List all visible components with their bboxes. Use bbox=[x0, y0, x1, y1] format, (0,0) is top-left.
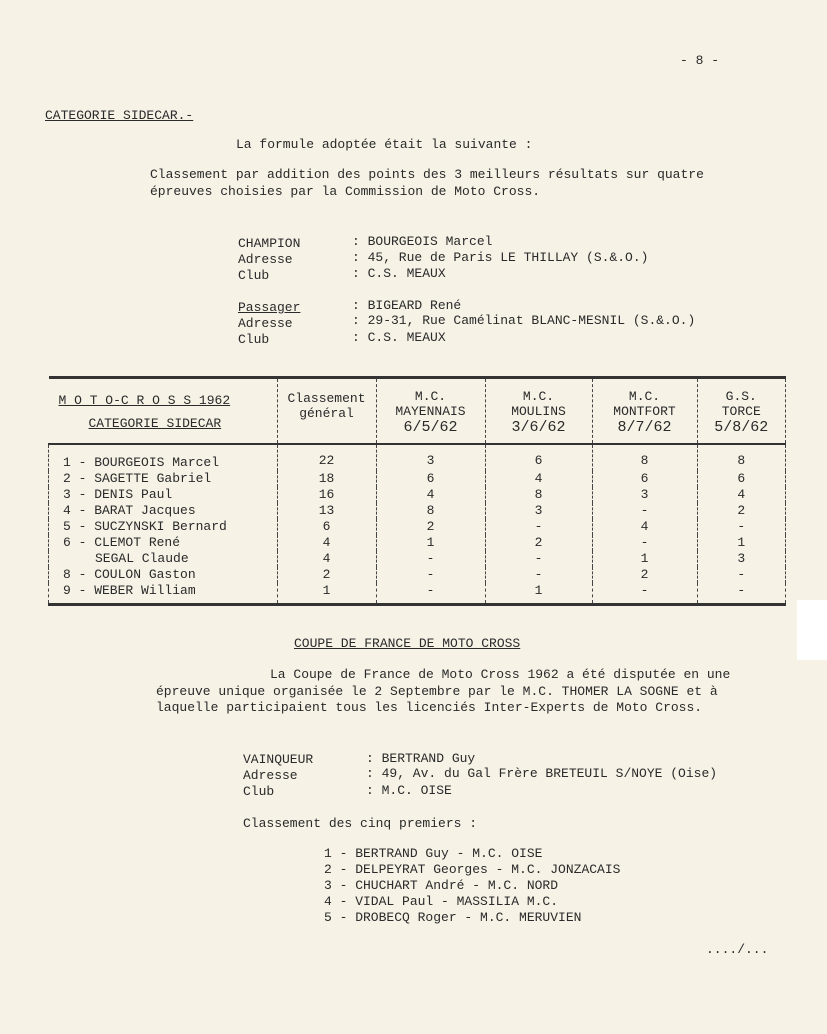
row-total: 1 bbox=[277, 583, 376, 605]
row-mayennais: 4 bbox=[376, 487, 485, 503]
champion-address-label: Adresse bbox=[238, 252, 293, 267]
row-total: 2 bbox=[277, 567, 376, 583]
winner-label: VAINQUEUR bbox=[243, 752, 314, 767]
header-moulins-l1: M.C. bbox=[522, 389, 555, 404]
header-torce bbox=[697, 378, 786, 445]
row-moulins: - bbox=[485, 551, 592, 567]
row-mayennais: - bbox=[376, 567, 485, 583]
intro-line: La formule adoptée était la suivante : bbox=[236, 137, 533, 152]
row-montfort: 2 bbox=[592, 567, 697, 583]
header-montfort-l2: MONTFORT bbox=[613, 404, 676, 419]
champion-club-label: Club bbox=[238, 268, 270, 283]
row-montfort: 6 bbox=[592, 471, 697, 487]
ranking-item: 2 - DELPEYRAT Georges - M.C. JONZACAIS bbox=[324, 862, 621, 877]
row-rank: 2 - SAGETTE Gabriel bbox=[49, 471, 278, 487]
row-torce: 1 bbox=[697, 535, 786, 551]
row-torce: - bbox=[697, 583, 786, 605]
header-mayennais-l3: 6/5/62 bbox=[403, 419, 458, 436]
row-rank: 3 - DENIS Paul bbox=[49, 487, 278, 503]
winner-address: : 49, Av. du Gal Frère BRETEUIL S/NOYE (Oise) bbox=[366, 766, 718, 781]
passenger-name: : BIGEARD René bbox=[352, 298, 462, 313]
row-moulins: 2 bbox=[485, 535, 592, 551]
row-total: 4 bbox=[277, 535, 376, 551]
row-torce: 3 bbox=[697, 551, 786, 567]
winner-address-label: Adresse bbox=[243, 768, 298, 783]
header-classement-l1: Classement bbox=[287, 391, 366, 406]
table-header-row bbox=[49, 378, 786, 445]
table-row bbox=[49, 519, 786, 535]
row-torce: 4 bbox=[697, 487, 786, 503]
ranking-item: 3 - CHUCHART André - M.C. NORD bbox=[324, 878, 559, 893]
formula-line-1: Classement par addition des points des 3 meilleurs résultats sur quatre bbox=[150, 167, 704, 182]
coupe-title: COUPE DE FRANCE DE MOTO CROSS bbox=[294, 636, 521, 651]
row-total: 13 bbox=[277, 503, 376, 519]
row-rank: 4 - BARAT Jacques bbox=[49, 503, 278, 519]
coupe-paragraph-line-3: laquelle participaient tous les licenciés Inter-Experts de Moto Cross. bbox=[156, 700, 703, 715]
table-row bbox=[49, 503, 786, 519]
champion-address: : 45, Rue de Paris LE THILLAY (S.&.O.) bbox=[352, 250, 649, 265]
table-title-line-1: M O T O-C R O S S 1962 bbox=[58, 393, 231, 408]
row-rank: SEGAL Claude bbox=[49, 551, 278, 567]
row-moulins: 6 bbox=[485, 444, 592, 471]
winner-name: : BERTRAND Guy bbox=[366, 751, 476, 766]
passenger-address: : 29-31, Rue Camélinat BLANC-MESNIL (S.&.O.) bbox=[352, 313, 696, 328]
table-row bbox=[49, 471, 786, 487]
row-montfort: 4 bbox=[592, 519, 697, 535]
coupe-paragraph-line-2: épreuve unique organisée le 2 Septembre par le M.C. THOMER LA SOGNE et à bbox=[156, 684, 718, 699]
row-rank: 5 - SUCZYNSKI Bernard bbox=[49, 519, 278, 535]
row-torce: - bbox=[697, 519, 786, 535]
header-montfort-l1: M.C. bbox=[628, 389, 661, 404]
row-torce: 8 bbox=[697, 444, 786, 471]
row-montfort: 3 bbox=[592, 487, 697, 503]
table-title-line-2: CATEGORIE SIDECAR bbox=[88, 416, 222, 431]
winner-club: : M.C. OISE bbox=[366, 783, 452, 798]
coupe-paragraph-line-1: La Coupe de France de Moto Cross 1962 a été disputée en une bbox=[270, 667, 731, 682]
row-moulins: 8 bbox=[485, 487, 592, 503]
row-moulins: - bbox=[485, 567, 592, 583]
row-total: 6 bbox=[277, 519, 376, 535]
table-row bbox=[49, 487, 786, 503]
continuation-mark: ..../... bbox=[706, 942, 769, 957]
table-row bbox=[49, 535, 786, 551]
row-montfort: - bbox=[592, 583, 697, 605]
row-rank: 1 - BOURGEOIS Marcel bbox=[49, 444, 278, 471]
row-mayennais: 1 bbox=[376, 535, 485, 551]
header-torce-l2: TORCE bbox=[721, 404, 761, 419]
row-montfort: - bbox=[592, 503, 697, 519]
row-montfort: 1 bbox=[592, 551, 697, 567]
formula-line-2: épreuves choisies par la Commission de Moto Cross. bbox=[150, 184, 541, 199]
row-torce: 2 bbox=[697, 503, 786, 519]
table-row bbox=[49, 583, 786, 605]
header-moulins-l3: 3/6/62 bbox=[511, 419, 566, 436]
row-montfort: 8 bbox=[592, 444, 697, 471]
table-title-cell bbox=[49, 378, 278, 445]
row-torce: 6 bbox=[697, 471, 786, 487]
row-moulins: 4 bbox=[485, 471, 592, 487]
header-mayennais bbox=[376, 378, 485, 445]
ranking-item: 4 - VIDAL Paul - MASSILIA M.C. bbox=[324, 894, 559, 909]
ranking-item: 5 - DROBECQ Roger - M.C. MERUVIEN bbox=[324, 910, 582, 925]
row-mayennais: 3 bbox=[376, 444, 485, 471]
passenger-address-label: Adresse bbox=[238, 316, 293, 331]
row-total: 22 bbox=[277, 444, 376, 471]
winner-club-label: Club bbox=[243, 784, 275, 799]
header-montfort-l3: 8/7/62 bbox=[617, 419, 672, 436]
header-torce-l3: 5/8/62 bbox=[714, 419, 769, 436]
passenger-club: : C.S. MEAUX bbox=[352, 330, 446, 345]
header-mayennais-l1: M.C. bbox=[414, 389, 447, 404]
row-mayennais: - bbox=[376, 583, 485, 605]
page-number: - 8 - bbox=[680, 53, 720, 68]
header-moulins-l2: MOULINS bbox=[511, 404, 566, 419]
row-torce: - bbox=[697, 567, 786, 583]
row-mayennais: 8 bbox=[376, 503, 485, 519]
table-row bbox=[49, 444, 786, 471]
table-row bbox=[49, 567, 786, 583]
table-row bbox=[49, 551, 786, 567]
header-torce-l1: G.S. bbox=[725, 389, 757, 404]
champion-club: : C.S. MEAUX bbox=[352, 266, 446, 281]
header-montfort bbox=[592, 378, 697, 445]
row-mayennais: 6 bbox=[376, 471, 485, 487]
row-moulins: 1 bbox=[485, 583, 592, 605]
row-rank: 9 - WEBER William bbox=[49, 583, 278, 605]
row-total: 4 bbox=[277, 551, 376, 567]
header-mayennais-l2: MAYENNAIS bbox=[395, 404, 466, 419]
results-table bbox=[48, 376, 786, 606]
row-mayennais: - bbox=[376, 551, 485, 567]
row-mayennais: 2 bbox=[376, 519, 485, 535]
row-total: 16 bbox=[277, 487, 376, 503]
ranking-title: Classement des cinq premiers : bbox=[243, 816, 478, 831]
row-rank: 6 - CLEMOT René bbox=[49, 535, 278, 551]
row-total: 18 bbox=[277, 471, 376, 487]
header-moulins bbox=[485, 378, 592, 445]
header-classement bbox=[277, 378, 376, 445]
passenger-club-label: Club bbox=[238, 332, 270, 347]
champion-label: CHAMPION bbox=[238, 236, 301, 251]
section-title: CATEGORIE SIDECAR.- bbox=[45, 108, 194, 123]
header-classement-l2: général bbox=[299, 406, 354, 421]
torn-corner bbox=[797, 600, 827, 660]
row-moulins: 3 bbox=[485, 503, 592, 519]
row-rank: 8 - COULON Gaston bbox=[49, 567, 278, 583]
passenger-label: Passager bbox=[238, 300, 301, 315]
champion-name: : BOURGEOIS Marcel bbox=[352, 234, 493, 249]
ranking-item: 1 - BERTRAND Guy - M.C. OISE bbox=[324, 846, 543, 861]
row-moulins: - bbox=[485, 519, 592, 535]
row-montfort: - bbox=[592, 535, 697, 551]
